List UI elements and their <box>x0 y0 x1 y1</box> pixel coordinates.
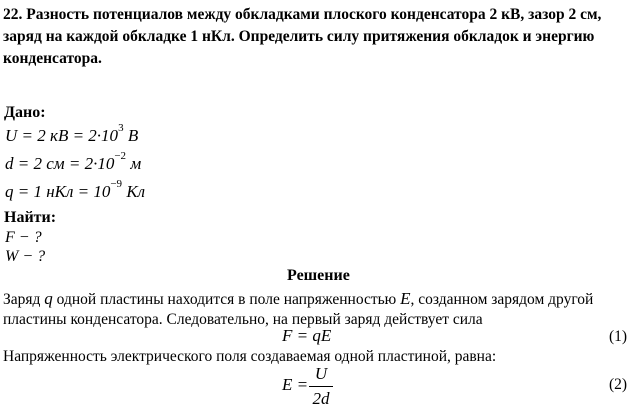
given-title: Дано: <box>4 104 46 121</box>
symbol-e: E <box>400 289 411 308</box>
given-voltage <box>5 122 139 146</box>
given-voltage-lhs: U = 2 кВ = 2·10 <box>5 126 119 145</box>
equation-1: F = qE <box>282 326 332 345</box>
given-distance-exp: −2 <box>114 150 127 162</box>
given-voltage-unit: В <box>123 126 139 145</box>
given-charge-unit: Кл <box>122 182 146 201</box>
problem-line-3: конденсатора. <box>3 50 102 67</box>
equation-2-fraction <box>309 364 333 409</box>
solution-title: Решение <box>287 267 350 284</box>
equation-2-denominator: 2d <box>312 389 330 408</box>
given-distance <box>5 150 142 174</box>
given-voltage-exp: 3 <box>118 122 124 134</box>
solution-paragraph-2: пластины конденсатора. Следовательно, на первый заряд действует сила <box>3 311 483 328</box>
given-charge-lhs: q = 1 нКл = 10 <box>5 182 111 201</box>
given-distance-lhs: d = 2 см = 2·10 <box>5 154 115 173</box>
problem-line-2: заряд на каждой обкладке 1 нКл. Определить силу притяжения обкладок и энергию <box>3 28 595 45</box>
equation-2-lhs: E = <box>282 375 309 394</box>
find-force: F − ? <box>5 229 42 246</box>
solution-p1-a: Заряд <box>3 291 41 308</box>
problem-line-1: 22. Разность потенциалов между обкладками плоского конденсатора 2 кВ, зазор 2 см, <box>3 6 602 23</box>
symbol-q: q <box>44 289 53 308</box>
fraction-bar <box>309 386 333 387</box>
given-charge <box>5 178 146 202</box>
solution-p1-b: одной пластины находится в поле напряженностью <box>56 291 397 308</box>
given-distance-unit: м <box>126 154 142 173</box>
solution-paragraph-3: Напряженность электрического поля создаваемая одной пластиной, равна: <box>3 348 497 365</box>
solution-paragraph-1 <box>3 289 593 309</box>
solution-p1-c: , созданном зарядом другой <box>410 291 594 308</box>
find-title: Найти: <box>4 209 57 226</box>
given-charge-exp: −9 <box>110 178 123 190</box>
equation-2-number: (2) <box>609 376 628 393</box>
find-energy: W − ? <box>5 248 46 265</box>
equation-2-numerator: U <box>314 364 328 383</box>
equation-1-number: (1) <box>609 328 628 345</box>
